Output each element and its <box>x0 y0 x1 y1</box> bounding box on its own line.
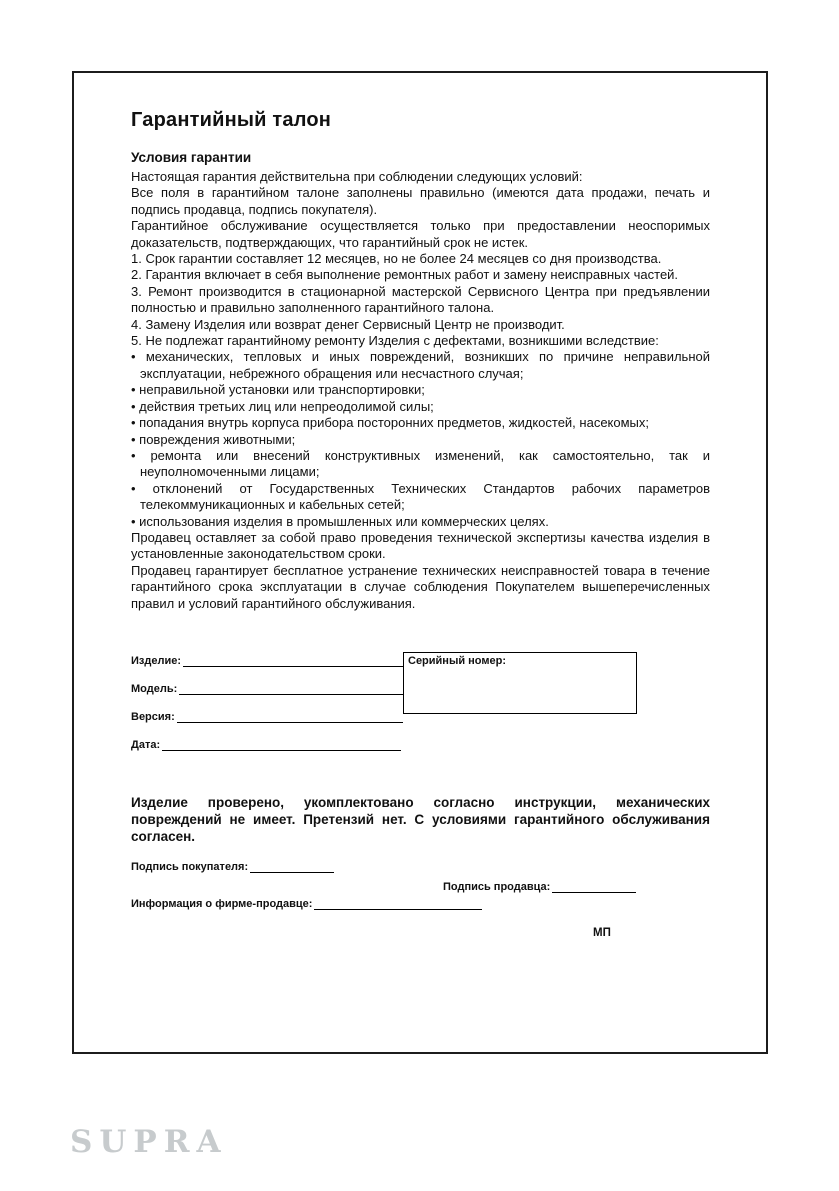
conditions-bullet: • повреждения животными; <box>131 431 296 447</box>
date-label: Дата: <box>131 738 161 751</box>
conditions-paragraph: 1. Срок гарантии составляет 12 месяцев, но не более 24 месяцев со дня производства. <box>131 251 662 267</box>
conditions-bullet: • ремонта или внесений конструктивных изменений, как самостоятельно, так и неуполномоченными лицами; <box>131 447 710 480</box>
conditions-paragraph: Гарантийное обслуживание осуществляется только при предоставлении неоспоримых доказательств, подтверждающих, что гарантийный срок не истек. <box>131 218 710 250</box>
conditions-bullet: • механических, тепловых и иных повреждений, возникших по причине неправильной эксплуатации, небрежного обращения или несчастного случая; <box>131 349 710 381</box>
warranty-card-frame <box>72 71 768 1054</box>
version-label: Версия: <box>131 710 175 723</box>
seller-signature-line <box>552 881 636 893</box>
model-field <box>131 682 403 695</box>
conditions-bullet: • действия третьих лиц или непреодолимой силы; <box>131 398 434 414</box>
model-blank-line <box>179 682 403 695</box>
acceptance-statement: Изделие проверено, укомплектовано согласно инструкции, механических повреждений не имеет. Претензий нет. С условиями гарантийного обслуживания согласен. <box>131 794 710 844</box>
seller-signature-label: Подпись продавца: <box>443 880 551 893</box>
product-field <box>131 654 403 667</box>
conditions-paragraph: 5. Не подлежат гарантийному ремонту Изделия с дефектами, возникшими вследствие: <box>131 333 659 349</box>
version-field <box>131 710 403 723</box>
conditions-paragraph: Настоящая гарантия действительна при соблюдении следующих условий: <box>131 169 583 184</box>
stamp-placeholder: МП <box>593 926 611 939</box>
serial-number-label: Серийный номер: <box>408 654 507 667</box>
version-blank-line <box>177 710 403 723</box>
seller-info-line <box>314 898 482 910</box>
conditions-paragraph: Все поля в гарантийном талоне заполнены правильно (имеются дата продажи, печать и подпись продавца, подпись покупателя). <box>131 185 710 217</box>
seller-info-label: Информация о фирме-продавце: <box>131 897 313 910</box>
conditions-closing-paragraph: Продавец гарантирует бесплатное устранение технических неисправностей товара в течение гарантийного срока эксплуатации в случае соблюдения Покупателем вышеперечисленных правил и условий гарантийного обслуживания. <box>131 562 710 611</box>
conditions-paragraph: 4. Замену Изделия или возврат денег Сервисный Центр не производит. <box>131 316 565 332</box>
date-blank-line <box>162 738 401 751</box>
conditions-paragraph: 2. Гарантия включает в себя выполнение ремонтных работ и замену неисправных частей. <box>131 267 679 283</box>
conditions-bullet: • отклонений от Государственных Технических Стандартов рабочих параметров телекоммуникационных и кабельных сетей; <box>131 480 710 513</box>
buyer-signature-label: Подпись покупателя: <box>131 860 249 873</box>
buyer-signature-field <box>131 861 334 873</box>
conditions-bullet: • неправильной установки или транспортировки; <box>131 382 425 398</box>
product-form-area <box>131 654 710 768</box>
serial-number-box <box>403 652 637 714</box>
conditions-heading: Условия гарантии <box>131 150 252 165</box>
product-label: Изделие: <box>131 654 182 667</box>
buyer-signature-line <box>250 861 334 873</box>
product-blank-line <box>183 654 403 667</box>
page-title: Гарантийный талон <box>131 109 332 131</box>
seller-info-field <box>131 898 482 910</box>
conditions-bullet: • использования изделия в промышленных или коммерческих целях. <box>131 513 549 529</box>
seller-signature-field <box>443 881 636 893</box>
conditions-paragraph: 3. Ремонт производится в стационарной мастерской Сервисного Центра при предъявлении полностью и правильно заполненного гарантийного талона. <box>131 283 710 316</box>
model-label: Модель: <box>131 682 178 695</box>
conditions-closing-paragraph: Продавец оставляет за собой право проведения технической экспертизы качества изделия в установленные законодательством сроки. <box>131 529 710 562</box>
signatures-area <box>131 861 710 961</box>
conditions-bullet: • попадания внутрь корпуса прибора посторонних предметов, жидкостей, насекомых; <box>131 415 650 431</box>
date-field <box>131 738 401 751</box>
supra-brand-logo: SUPRA <box>70 1124 228 1160</box>
